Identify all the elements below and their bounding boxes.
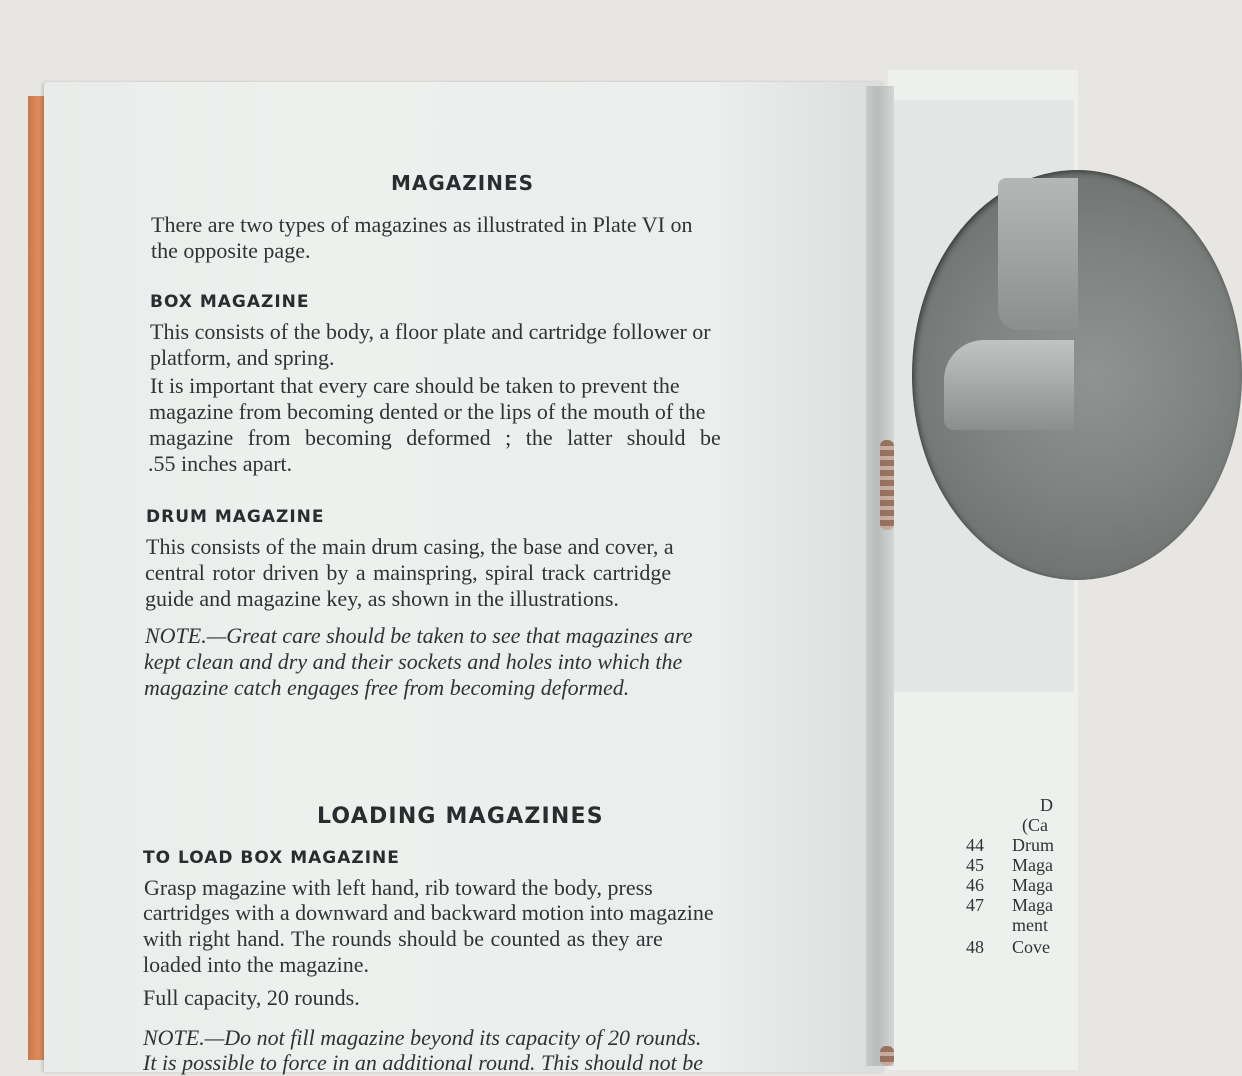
drum-line-2: central rotor driven by a mainspring, spiral track cartridge xyxy=(145,560,672,585)
legend-num-48: 48 xyxy=(966,937,984,957)
drum-magazine-part xyxy=(998,178,1078,330)
box-line-3: It is important that every care should be taken to prevent the xyxy=(150,373,680,398)
intro-line-1: There are two types of magazines as illustrated in Plate VI on xyxy=(151,212,693,237)
loading-magazines-heading: LOADING MAGAZINES xyxy=(317,804,604,829)
legend-text-46: Maga xyxy=(1012,875,1053,895)
box-line-2: platform, and spring. xyxy=(150,345,335,370)
drum-magazine-catch xyxy=(944,340,1074,430)
intro-line-2: the opposite page. xyxy=(151,238,311,263)
loading-note-line-1: NOTE.—Do not fill magazine beyond its capacity of 20 rounds. xyxy=(143,1025,702,1050)
box-line-5: magazine from becoming deformed ; the latter should be xyxy=(149,425,721,450)
binding-tear xyxy=(880,440,894,530)
binding-tear-bottom xyxy=(880,1046,894,1066)
box-magazine-heading: BOX MAGAZINE xyxy=(150,292,310,312)
legend-text-44: Drum xyxy=(1012,835,1054,855)
drum-note-line-2: kept clean and dry and their sockets and holes into which the xyxy=(144,649,683,674)
book-gutter xyxy=(866,86,894,1066)
box-line-6: .55 inches apart. xyxy=(148,451,293,476)
drum-line-3: guide and magazine key, as shown in the illustrations. xyxy=(145,586,619,611)
drum-note-line-3: magazine catch engages free from becoming deformed. xyxy=(144,675,630,700)
loading-line-2: cartridges with a downward and backward motion into magazine xyxy=(143,900,714,925)
loading-line-4: loaded into the magazine. xyxy=(143,952,370,977)
loading-line-3: with right hand. The rounds should be counted as they are xyxy=(143,926,663,951)
drum-note-line-1: NOTE.—Great care should be taken to see that magazines are xyxy=(145,623,693,648)
loading-line-1: Grasp magazine with left hand, rib toward the body, press xyxy=(144,875,653,900)
legend-text-48: Cove xyxy=(1012,937,1050,957)
legend-num-46: 46 xyxy=(966,875,984,895)
loading-line-5: Full capacity, 20 rounds. xyxy=(143,985,360,1010)
legend-num-44: 44 xyxy=(966,835,984,855)
magazines-heading: MAGAZINES xyxy=(391,171,535,195)
legend-header-2: (Ca xyxy=(1022,815,1048,835)
legend-num-45: 45 xyxy=(966,855,984,875)
box-line-4: magazine from becoming dented or the lips of the mouth of the xyxy=(149,399,706,424)
legend-text-45: Maga xyxy=(1012,855,1053,875)
legend-text-47-cont: ment xyxy=(1012,915,1048,935)
loading-note-line-2: It is possible to force in an additional round. This should not be xyxy=(143,1050,703,1075)
box-line-1: This consists of the body, a floor plate and cartridge follower or xyxy=(150,319,711,344)
legend-num-47: 47 xyxy=(966,895,984,915)
load-box-magazine-heading: TO LOAD BOX MAGAZINE xyxy=(143,848,400,868)
drum-magazine-heading: DRUM MAGAZINE xyxy=(146,507,325,527)
legend-text-47: Maga xyxy=(1012,895,1053,915)
legend-header-1: D xyxy=(1040,795,1053,815)
drum-line-1: This consists of the main drum casing, the base and cover, a xyxy=(146,534,674,559)
